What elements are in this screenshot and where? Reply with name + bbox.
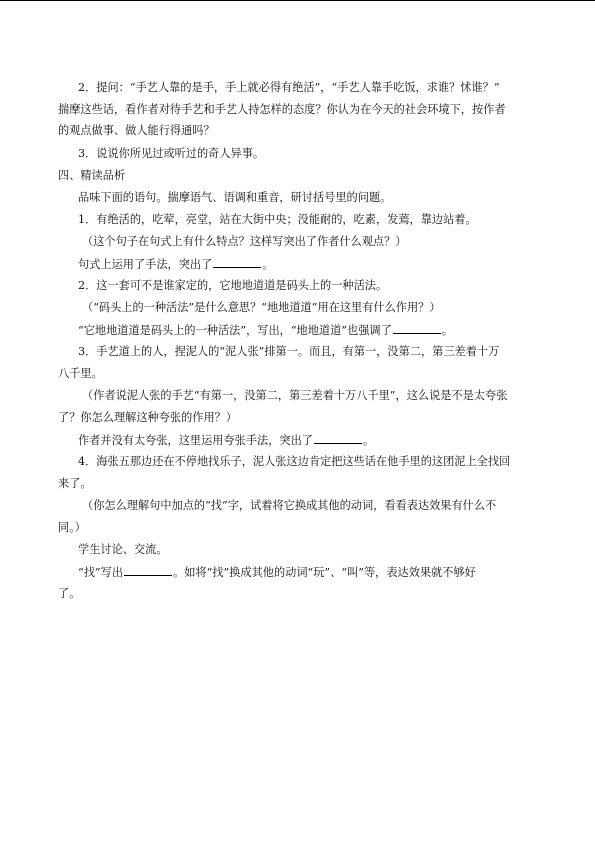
section-heading: 四、精读品析 — [58, 169, 126, 182]
item4-sentence-2: 来了。 — [58, 477, 92, 490]
item1-answer-text: 句式上运用了手法，突出了 — [78, 258, 213, 271]
item2-question: （“码头上的一种活法”是什么意思？“地地道道”用在这里有什么作用？） — [82, 301, 441, 314]
answer-blank[interactable] — [314, 433, 362, 444]
item3-sentence-2: 八千里。 — [58, 367, 103, 380]
item4-question-1: （你怎么理解句中加点的“找”字，试着将它换成其他的动词，看看表达效果有什么不 — [82, 499, 497, 512]
item3-sentence-1: 3．手艺道上的人，捏泥人的“泥人张”排第一。而且，有第一，没第二，第三差着十万 — [78, 345, 500, 358]
item4-question-2: 同。） — [58, 521, 86, 534]
answer-blank[interactable] — [124, 565, 172, 576]
page-top-border — [0, 0, 595, 1]
item2-answer-text: “它地地道道是码头上的一种活法”，写出，“地地道道”也强调了 — [78, 324, 392, 337]
item1-question: （这个句子在句式上有什么特点？这样写突出了作者什么观点？） — [82, 235, 407, 248]
item3-answer-text: 作者并没有太夸张，这里运用夸张手法，突出了 — [78, 434, 313, 447]
item2-sentence: 2．这一套可不是谁家定的，它地地道道是码头上的一种活法。 — [78, 279, 388, 292]
item3-answer — [78, 433, 374, 448]
q3-line: 3．说说你所见过或听过的奇人异事。 — [78, 147, 265, 160]
item1-answer — [78, 257, 273, 272]
item1-answer-end: 。 — [262, 258, 274, 271]
item2-answer-end: 。 — [441, 324, 453, 337]
q2-line-1: 2．提问：“手艺人靠的是手，手上就必得有绝活”，“手艺人靠手吃饭，求谁？怵谁？” — [78, 81, 500, 94]
instruction-line: 品味下面的语句。揣摩语气、语调和重音，研讨括号里的问题。 — [78, 191, 392, 204]
item4-answer-text: “找”写出 — [78, 566, 124, 579]
discussion-line: 学生讨论、交流。 — [78, 543, 168, 556]
item3-answer-end: 。 — [362, 434, 375, 447]
answer-blank[interactable] — [213, 257, 261, 268]
item3-question-1: （作者说泥人张的手艺“有第一，没第二，第三差着十万八千里”，这么说是不是太夸张 — [82, 389, 508, 402]
item3-question-2: 了？你怎么理解这种夸张的作用？） — [58, 411, 238, 424]
item2-answer — [78, 323, 453, 338]
answer-blank[interactable] — [393, 323, 441, 334]
item4-answer-end: 了。 — [58, 587, 81, 600]
item4-sentence-1: 4．海张五那边还在不停地找乐子，泥人张这边肯定把这些话在他手里的这团泥上全找回 — [78, 455, 511, 468]
item4-answer — [78, 565, 476, 580]
q2-line-2: 揣摩这些话，看作者对待手艺和手艺人持怎样的态度？你认为在今天的社会环境下，按作者 — [58, 103, 506, 116]
q2-line-3: 的观点做事、做人能行得通吗？ — [58, 124, 215, 137]
item4-answer-rest: 。如将“找”换成其他的动词“玩”、“叫”等，表达效果就不够好 — [173, 566, 476, 579]
item1-sentence: 1．有绝活的，吃荤，亮堂，站在大街中央；没能耐的，吃素，发蔫，靠边站着。 — [78, 213, 477, 226]
